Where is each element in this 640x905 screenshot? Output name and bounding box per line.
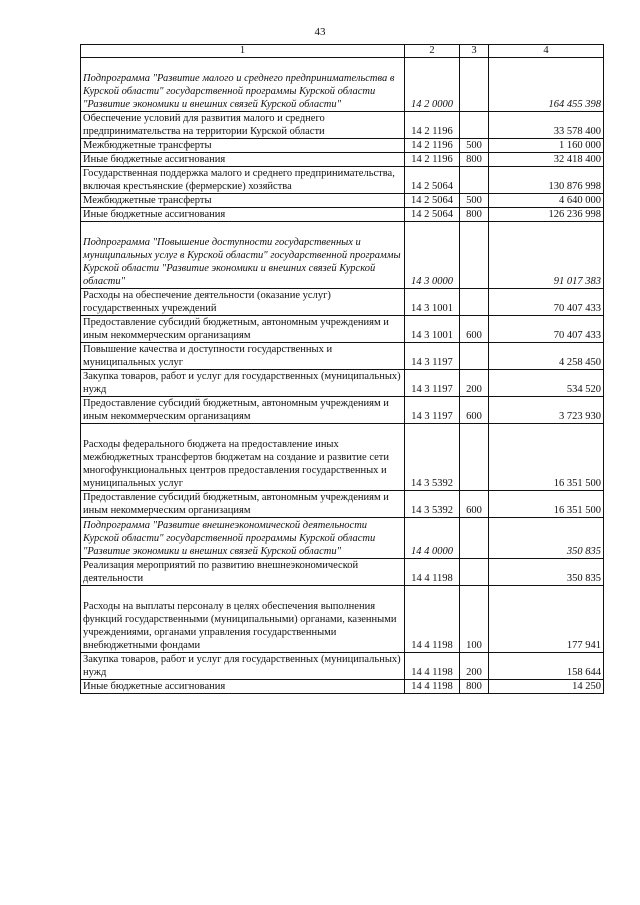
row-type-cell: 500 bbox=[460, 139, 489, 153]
row-amount-cell: 1 160 000 bbox=[489, 139, 604, 153]
row-name-cell: Расходы на выплаты персоналу в целях обеспечения выполнения функций государственными (муниципальными) органами, казенными учреждениями, органами управления государственными внебюджетными фондами bbox=[81, 586, 405, 653]
row-name-cell: Подпрограмма "Повышение доступности государственных и муниципальных услуг в Курской области" государственной программы Курской области "Развитие экономики и внешних связей Курской области" bbox=[81, 222, 405, 289]
row-amount-cell: 3 723 930 bbox=[489, 397, 604, 424]
row-name-cell: Расходы федерального бюджета на предоставление иных межбюджетных трансфертов бюджетам на создание и развитие сети многофункциональных центров предоставления государственных и муниципальных услуг bbox=[81, 424, 405, 491]
row-type-cell: 200 bbox=[460, 653, 489, 680]
subprogram-row bbox=[81, 518, 604, 559]
row-code-cell: 14 2 5064 bbox=[405, 167, 460, 194]
column-header-type: 3 bbox=[460, 45, 489, 58]
row-amount-cell: 4 258 450 bbox=[489, 343, 604, 370]
row-code-cell: 14 3 5392 bbox=[405, 424, 460, 491]
table-row bbox=[81, 653, 604, 680]
row-amount-cell: 16 351 500 bbox=[489, 424, 604, 491]
row-code-cell: 14 2 5064 bbox=[405, 208, 460, 222]
budget-table-body bbox=[81, 45, 604, 694]
row-amount-cell: 32 418 400 bbox=[489, 153, 604, 167]
table-row bbox=[81, 343, 604, 370]
table-row bbox=[81, 424, 604, 491]
row-type-cell: 600 bbox=[460, 491, 489, 518]
row-code-cell: 14 4 0000 bbox=[405, 518, 460, 559]
table-row bbox=[81, 167, 604, 194]
row-type-cell bbox=[460, 167, 489, 194]
row-code-cell: 14 2 5064 bbox=[405, 194, 460, 208]
row-code-cell: 14 2 1196 bbox=[405, 112, 460, 139]
row-name-cell: Реализация мероприятий по развитию внешнеэкономической деятельности bbox=[81, 559, 405, 586]
row-name-cell: Предоставление субсидий бюджетным, автономным учреждениям и иным некоммерческим организациям bbox=[81, 491, 405, 518]
row-name-cell: Предоставление субсидий бюджетным, автономным учреждениям и иным некоммерческим организациям bbox=[81, 316, 405, 343]
row-name-cell: Межбюджетные трансферты bbox=[81, 139, 405, 153]
table-row bbox=[81, 397, 604, 424]
row-name-cell: Иные бюджетные ассигнования bbox=[81, 680, 405, 694]
table-row bbox=[81, 316, 604, 343]
table-row bbox=[81, 680, 604, 694]
row-type-cell: 500 bbox=[460, 194, 489, 208]
row-code-cell: 14 3 1197 bbox=[405, 343, 460, 370]
row-type-cell bbox=[460, 424, 489, 491]
row-name-cell: Подпрограмма "Развитие малого и среднего предпринимательства в Курской области" государственной программы Курской области "Развитие экономики и внешних связей Курской области" bbox=[81, 58, 405, 112]
row-amount-cell: 164 455 398 bbox=[489, 58, 604, 112]
row-name-cell: Межбюджетные трансферты bbox=[81, 194, 405, 208]
page-number: 43 bbox=[314, 26, 326, 38]
column-header-row bbox=[81, 45, 604, 58]
row-name-cell: Иные бюджетные ассигнования bbox=[81, 208, 405, 222]
table-row bbox=[81, 153, 604, 167]
table-row bbox=[81, 194, 604, 208]
table-row bbox=[81, 491, 604, 518]
row-type-cell bbox=[460, 559, 489, 586]
subprogram-row bbox=[81, 58, 604, 112]
row-amount-cell: 16 351 500 bbox=[489, 491, 604, 518]
row-amount-cell: 350 835 bbox=[489, 559, 604, 586]
row-code-cell: 14 3 1197 bbox=[405, 370, 460, 397]
row-name-cell: Подпрограмма "Развитие внешнеэкономической деятельности Курской области" государственной программы Курской области "Развитие экономики и внешних связей Курской области" bbox=[81, 518, 405, 559]
table-row bbox=[81, 370, 604, 397]
row-code-cell: 14 3 5392 bbox=[405, 491, 460, 518]
row-name-cell: Закупка товаров, работ и услуг для государственных (муниципальных) нужд bbox=[81, 653, 405, 680]
row-name-cell: Расходы на обеспечение деятельности (оказание услуг) государственных учреждений bbox=[81, 289, 405, 316]
row-name-cell: Предоставление субсидий бюджетным, автономным учреждениям и иным некоммерческим организациям bbox=[81, 397, 405, 424]
row-code-cell: 14 3 1197 bbox=[405, 397, 460, 424]
subprogram-row bbox=[81, 222, 604, 289]
row-code-cell: 14 4 1198 bbox=[405, 586, 460, 653]
column-header-code: 2 bbox=[405, 45, 460, 58]
column-header-name: 1 bbox=[81, 45, 405, 58]
budget-table bbox=[80, 44, 604, 694]
row-amount-cell: 33 578 400 bbox=[489, 112, 604, 139]
row-amount-cell: 126 236 998 bbox=[489, 208, 604, 222]
row-code-cell: 14 3 0000 bbox=[405, 222, 460, 289]
row-amount-cell: 177 941 bbox=[489, 586, 604, 653]
row-type-cell bbox=[460, 343, 489, 370]
table-row bbox=[81, 559, 604, 586]
row-amount-cell: 158 644 bbox=[489, 653, 604, 680]
row-code-cell: 14 4 1198 bbox=[405, 680, 460, 694]
row-code-cell: 14 4 1198 bbox=[405, 653, 460, 680]
row-code-cell: 14 2 1196 bbox=[405, 153, 460, 167]
row-type-cell bbox=[460, 112, 489, 139]
row-name-cell: Обеспечение условий для развития малого и среднего предпринимательства на территории Курской области bbox=[81, 112, 405, 139]
row-amount-cell: 70 407 433 bbox=[489, 289, 604, 316]
row-amount-cell: 130 876 998 bbox=[489, 167, 604, 194]
row-type-cell: 800 bbox=[460, 208, 489, 222]
row-amount-cell: 350 835 bbox=[489, 518, 604, 559]
row-type-cell: 600 bbox=[460, 316, 489, 343]
row-code-cell: 14 2 1196 bbox=[405, 139, 460, 153]
table-row bbox=[81, 208, 604, 222]
row-type-cell bbox=[460, 518, 489, 559]
table-row bbox=[81, 139, 604, 153]
row-code-cell: 14 4 1198 bbox=[405, 559, 460, 586]
row-amount-cell: 70 407 433 bbox=[489, 316, 604, 343]
table-row bbox=[81, 289, 604, 316]
row-type-cell: 600 bbox=[460, 397, 489, 424]
row-name-cell: Повышение качества и доступности государственных и муниципальных услуг bbox=[81, 343, 405, 370]
row-amount-cell: 14 250 bbox=[489, 680, 604, 694]
row-amount-cell: 534 520 bbox=[489, 370, 604, 397]
row-type-cell: 800 bbox=[460, 680, 489, 694]
table-row bbox=[81, 586, 604, 653]
row-type-cell bbox=[460, 58, 489, 112]
row-name-cell: Государственная поддержка малого и среднего предпринимательства, включая крестьянские (фермерские) хозяйства bbox=[81, 167, 405, 194]
row-code-cell: 14 3 1001 bbox=[405, 316, 460, 343]
row-amount-cell: 91 017 383 bbox=[489, 222, 604, 289]
row-amount-cell: 4 640 000 bbox=[489, 194, 604, 208]
column-header-amount: 4 bbox=[489, 45, 604, 58]
row-code-cell: 14 2 0000 bbox=[405, 58, 460, 112]
row-type-cell: 100 bbox=[460, 586, 489, 653]
table-row bbox=[81, 112, 604, 139]
row-type-cell bbox=[460, 222, 489, 289]
row-type-cell: 200 bbox=[460, 370, 489, 397]
row-type-cell: 800 bbox=[460, 153, 489, 167]
row-name-cell: Закупка товаров, работ и услуг для государственных (муниципальных) нужд bbox=[81, 370, 405, 397]
row-type-cell bbox=[460, 289, 489, 316]
row-name-cell: Иные бюджетные ассигнования bbox=[81, 153, 405, 167]
row-code-cell: 14 3 1001 bbox=[405, 289, 460, 316]
